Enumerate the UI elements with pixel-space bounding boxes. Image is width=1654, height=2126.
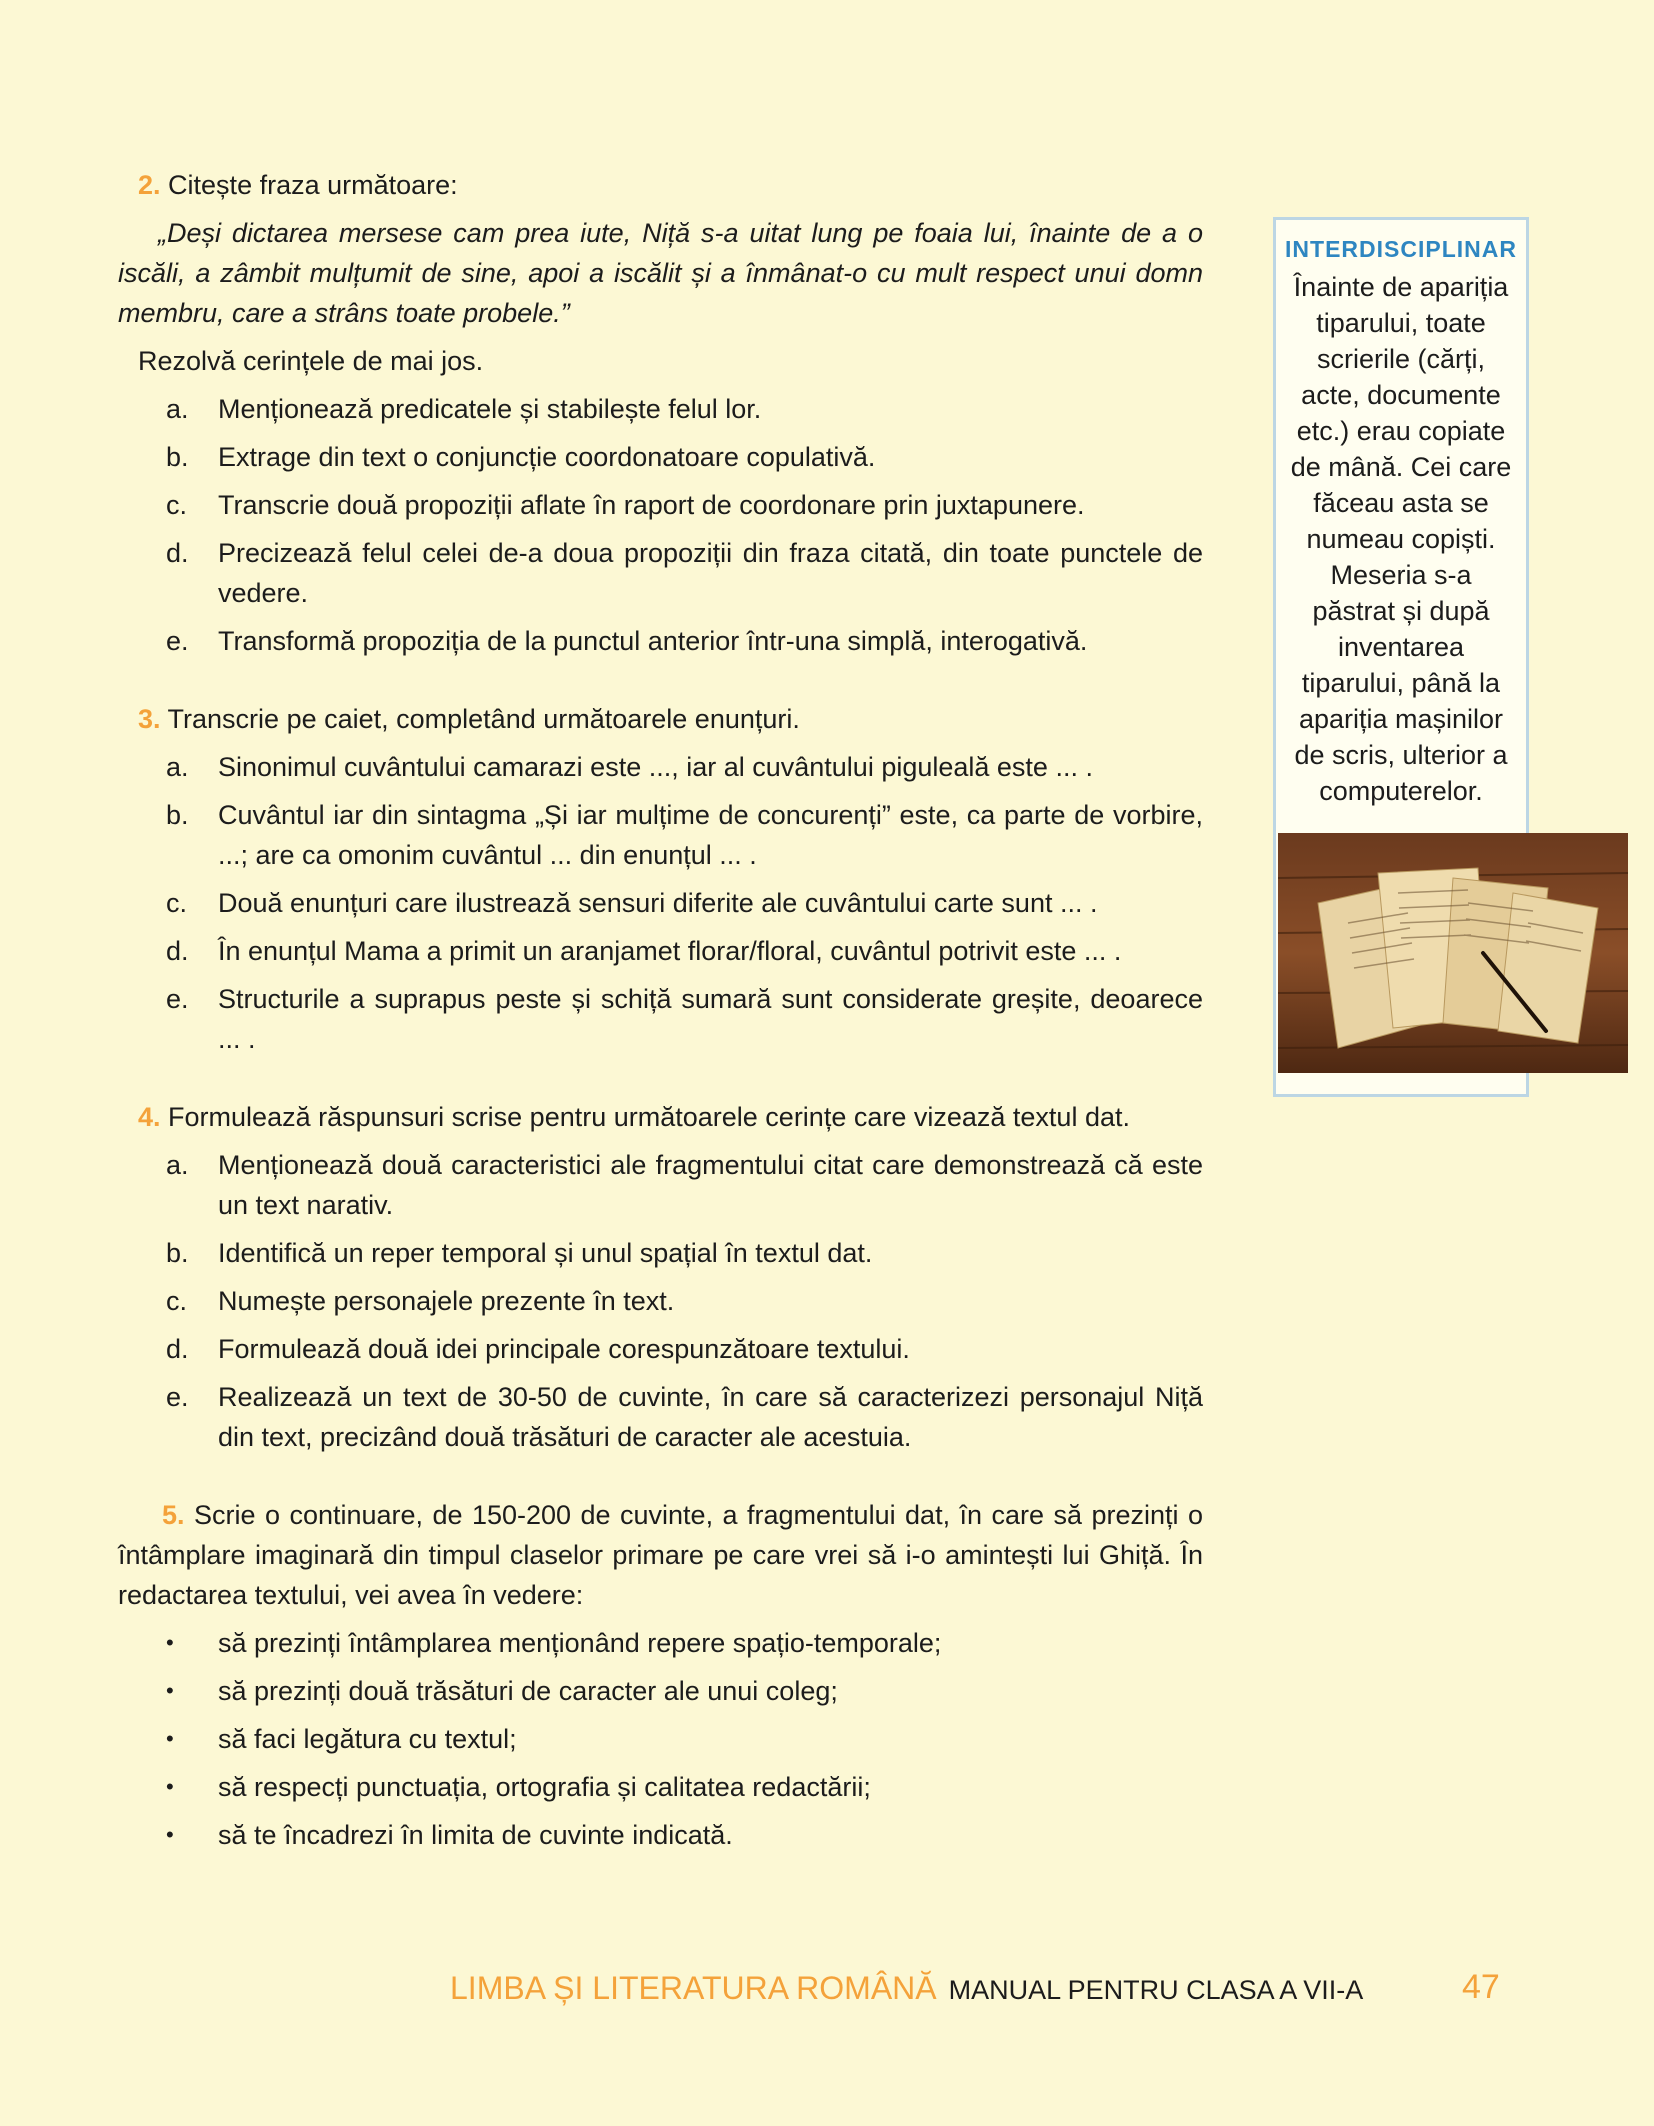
sidebar-text: Înainte de apariția tiparului, toate scrierile (cărți, acte, documente etc.) erau copiate de mână. Cei care făceau asta se numeau copiști. Meseria s-a păstrat și după inventarea tiparului, până la apariția mașinilor de scris, ulterior a computerelor.	[1290, 272, 1512, 806]
exercise-4-heading	[138, 1097, 1203, 1137]
list-item: a. Menționează două caracteristici ale fragmentului citat care demonstrează că este un text narativ.	[166, 1150, 1203, 1220]
list-item: b. Identifică un reper temporal și unul spațial în textul dat.	[166, 1238, 873, 1268]
exercise-5-intro	[118, 1495, 1203, 1615]
quote-text: „Deși dictarea mersese cam prea iute, Niță s-a uitat lung pe foaia lui, înainte de a o iscăli, a zâmbit mulțumit de sine, apoi a iscălit și a înmânat-o cu mult respect unui domn membru, care a strâns toate probele.”	[118, 218, 1203, 328]
list-item: • să prezinți întâmplarea menționând repere spațio-temporale;	[166, 1628, 942, 1658]
task-list	[138, 389, 1203, 661]
requirements-list	[138, 1623, 1203, 1855]
quoted-passage	[118, 213, 1203, 333]
exercise-3	[138, 699, 1203, 1059]
list-item: d. Formulează două idei principale corespunzătoare textului.	[166, 1334, 910, 1364]
main-content	[118, 165, 1203, 1893]
sidebar-title: INTERDISCIPLINAR	[1285, 236, 1517, 262]
exercise-number: 2.	[138, 170, 161, 200]
exercise-title: Formulează răspunsuri scrise pentru următoarele cerințe care vizează textul dat.	[168, 1102, 1130, 1132]
exercise-title: Transcrie pe caiet, completând următoarele enunțuri.	[167, 704, 800, 734]
exercise-3-heading	[138, 699, 1203, 739]
list-item: a. Sinonimul cuvântului camarazi este ..., iar al cuvântului piguleală este ... .	[166, 752, 1093, 782]
list-item: • să te încadrezi în limita de cuvinte indicată.	[166, 1820, 733, 1850]
list-item: d. În enunțul Mama a primit un aranjamet florar/floral, cuvântul potrivit este ... .	[166, 936, 1122, 966]
subject-title: LIMBA ȘI LITERATURA ROMÂNĂ	[450, 1970, 937, 2006]
list-item: e. Realizează un text de 30-50 de cuvinte, în care să caracterizezi personajul Niță din text, precizând două trăsături de caracter ale acestuia.	[166, 1382, 1203, 1452]
list-item: • să prezinți două trăsături de caracter ale unui coleg;	[166, 1676, 838, 1706]
old-manuscripts-photo	[1278, 833, 1628, 1073]
list-item: d. Precizează felul celei de-a doua propoziții din fraza citată, din toate punctele de vedere.	[166, 538, 1203, 608]
list-item: c. Două enunțuri care ilustrează sensuri diferite ale cuvântului carte sunt ... .	[166, 888, 1098, 918]
task-list	[138, 747, 1203, 1059]
page-number: 47	[1462, 1968, 1500, 2006]
list-item: c. Transcrie două propoziții aflate în raport de coordonare prin juxtapunere.	[166, 490, 1085, 520]
list-item: a. Menționează predicatele și stabilește felul lor.	[166, 394, 762, 424]
exercise-text: Scrie o continuare, de 150-200 de cuvinte, a fragmentului dat, în care să prezinți o întâmplare imaginară din timpul claselor primare pe care vrei să i-o amintești lui Ghiță. În redactarea textului, vei avea în vedere:	[118, 1500, 1203, 1610]
exercise-number: 5.	[162, 1500, 185, 1530]
list-item: • să faci legătura cu textul;	[166, 1724, 517, 1754]
list-item: c. Numește personajele prezente în text.	[166, 1286, 675, 1316]
task-list	[138, 1145, 1203, 1457]
exercise-4	[138, 1097, 1203, 1457]
list-item: e. Transformă propoziția de la punctul anterior într-una simplă, interogativă.	[166, 626, 1088, 656]
exercise-instruction: Rezolvă cerințele de mai jos.	[138, 346, 484, 376]
page-footer	[450, 1970, 1510, 2020]
exercise-number: 4.	[138, 1102, 161, 1132]
list-item: b. Extrage din text o conjuncție coordonatoare copulativă.	[166, 442, 876, 472]
exercise-2-heading	[138, 165, 1203, 205]
exercise-2	[118, 165, 1203, 661]
list-item: • să respecți punctuația, ortografia și calitatea redactării;	[166, 1772, 871, 1802]
manual-title: MANUAL PENTRU CLASA A VII-A	[948, 1975, 1364, 2005]
exercise-title: Citește fraza următoare:	[168, 170, 458, 200]
exercise-number: 3.	[138, 704, 161, 734]
list-item: e. Structurile a suprapus peste și schiță sumară sunt considerate greșite, deoarece ... .	[166, 984, 1203, 1054]
list-item: b. Cuvântul iar din sintagma „Și iar mulțime de concurenți” este, ca parte de vorbire, ...; are ca omonim cuvântul ... din enunțul ... .	[166, 800, 1203, 870]
exercise-5	[118, 1495, 1203, 1855]
